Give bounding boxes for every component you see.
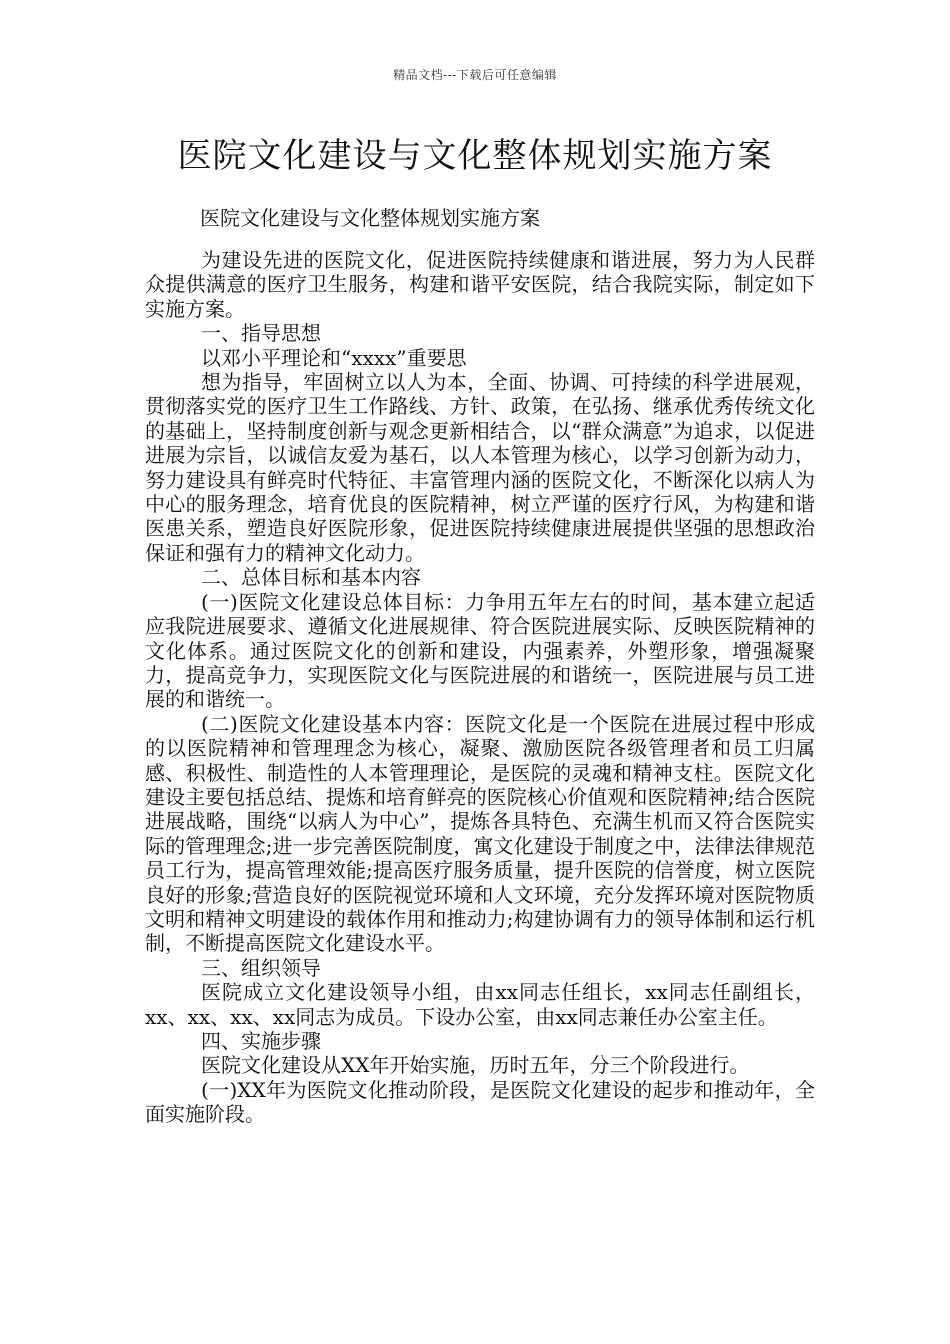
body-paragraph: 想为指导，牢固树立以人为本，全面、协调、可持续的科学进展观，贯彻落实党的医疗卫生工作路线、方针、政策，在弘扬、继承优秀传统文化的基础上，坚持制度创新与观念更新相结合，以“群众满意”为追求，以促进进展为宗旨，以诚信友爱为基石，以人本管理为核心，以学习创新为动力，努力建设具有鲜亮时代特征、丰富管理内涵的医院文化，不断深化以病人为中心的服务理念，培育优良的医院精神，树立严谨的医疗行风，为构建和谐医患关系，塑造良好医院形象，促进医院持续健康进展提供坚强的思想政治保证和强有力的精神文化动力。 bbox=[145, 370, 815, 565]
body-paragraph: 医院文化建设从XX年开始实施，历时五年，分三个阶段进行。 bbox=[201, 1053, 750, 1078]
body-paragraph: (一)医院文化建设总体目标：力争用五年左右的时间，基本建立起适应我院进展要求、遵循文化进展规律、符合医院进展实际、反映医院精神的文化体系。通过医院文化的创新和建设，内强素养，外塑形象，增强凝聚力，提高竞争力，实现医院文化与医院进展的和谐统一，医院进展与员工进展的和谐统一。 bbox=[145, 589, 815, 712]
body-paragraph: (一)XX年为医院文化推动阶段，是医院文化建设的起步和推动年，全面实施阶段。 bbox=[145, 1077, 815, 1127]
body-paragraph: 以邓小平理论和“xxxx”重要思 bbox=[201, 345, 467, 370]
section-heading-steps: 四、实施步骤 bbox=[201, 1029, 321, 1053]
document-subtitle: 医院文化建设与文化整体规划实施方案 bbox=[200, 206, 540, 230]
body-paragraph: (二)医院文化建设基本内容：医院文化是一个医院在进展过程中形成的以医院精神和管理理念为核心，凝聚、激励医院各级管理者和员工归属感、积极性、制造性的人本管理理论，是医院的灵魂和精神支柱。医院文化建设主要包括总结、提炼和培育鲜亮的医院核心价值观和医院精神;结合医院进展战略，围绕“以病人为中心”，提炼各具特色、充满生机而又符合医院实际的管理理念;进一步完善医院制度，寓文化建设于制度之中，法律法律规范员工行为，提高管理效能;提高医疗服务质量，提升医院的信誉度，树立医院良好的形象;营造良好的医院视觉环境和人文环境，充分发挥环境对医院物质文明和精神文明建设的载体作用和推动力;构建协调有力的领导体制和运行机制，不断提高医院文化建设水平。 bbox=[145, 711, 815, 956]
header-note: 精品文档---下载后可任意编辑 bbox=[393, 68, 557, 82]
section-heading-guiding-ideology: 一、指导思想 bbox=[201, 321, 321, 346]
intro-paragraph: 为建设先进的医院文化，促进医院持续健康和谐进展，努力为人民群众提供满意的医疗卫生服务，构建和谐平安医院，结合我院实际，制定如下实施方案。 bbox=[145, 248, 815, 321]
section-heading-leadership: 三、组织领导 bbox=[201, 955, 321, 980]
body-paragraph: 医院成立文化建设领导小组，由xx同志任组长，xx同志任副组长，xx、xx、xx、xx同志为成员。下设办公室，由xx同志兼任办公室主任。 bbox=[145, 980, 815, 1029]
document-title: 医院文化建设与文化整体规划实施方案 bbox=[177, 136, 773, 176]
section-heading-goals: 二、总体目标和基本内容 bbox=[201, 565, 421, 590]
document-body bbox=[145, 248, 815, 1127]
